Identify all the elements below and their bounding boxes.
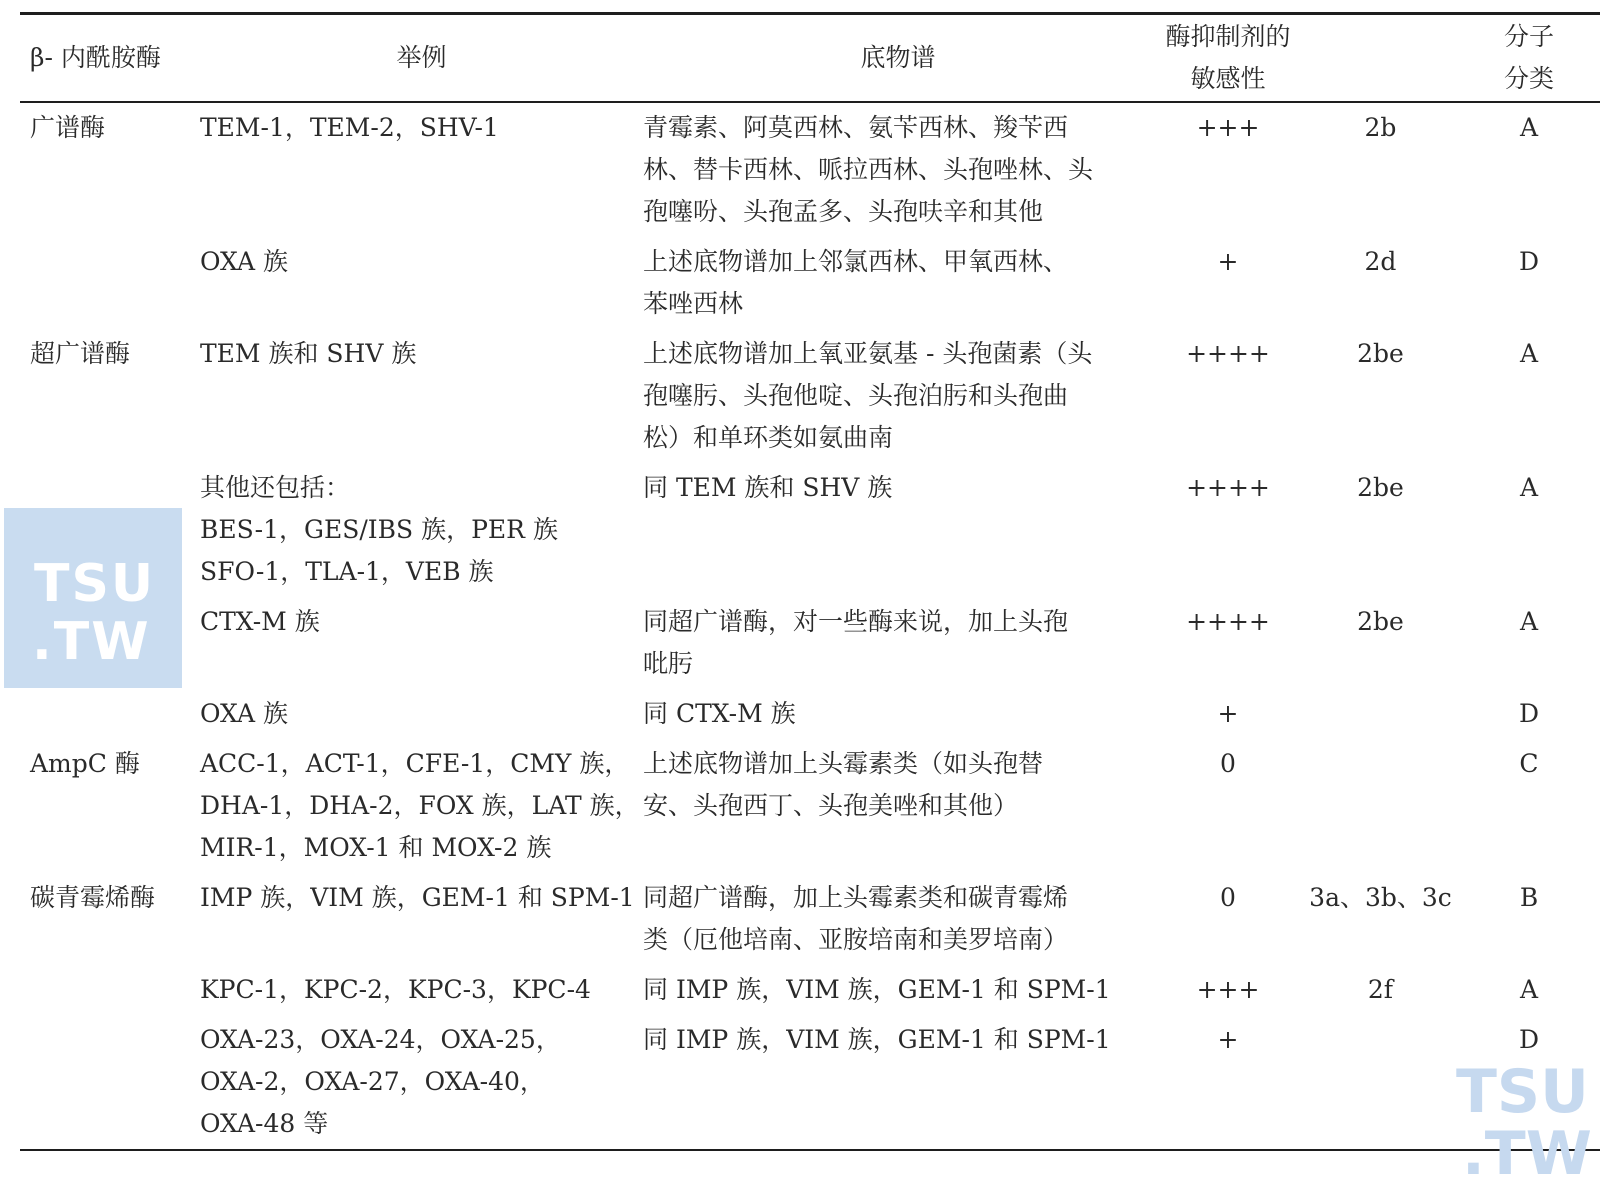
cell-enzyme — [20, 965, 200, 1015]
cell-enzyme — [20, 873, 200, 965]
cell-molecular — [1458, 873, 1600, 965]
cell-examples — [200, 739, 643, 873]
cell-functional — [1303, 237, 1458, 329]
cell-enzyme — [20, 329, 200, 463]
cell-text-line: AmpC 酶 — [30, 749, 140, 778]
cell-text-line: TEM-1，TEM-2，SHV-1 — [200, 113, 499, 142]
cell-text-line: OXA-23，OXA-24，OXA-25， — [200, 1025, 561, 1054]
cell-substrate — [643, 1015, 1153, 1150]
cell-molecular — [1458, 965, 1600, 1015]
cell-text-line: +++ — [1196, 975, 1260, 1004]
cell-text-line: 苯唑西林 — [643, 289, 744, 318]
cell-substrate — [643, 597, 1153, 689]
cell-substrate — [643, 329, 1153, 463]
cell-text-line: BES-1，GES/IBS 族，PER 族 — [200, 515, 558, 544]
cell-text-line: 2be — [1357, 607, 1404, 636]
cell-sensitivity — [1153, 689, 1303, 739]
cell-sensitivity — [1153, 102, 1303, 237]
cell-text-line: 0 — [1220, 883, 1236, 912]
cell-sensitivity — [1153, 237, 1303, 329]
table-row — [20, 463, 1600, 597]
cell-text-line: 青霉素、阿莫西林、氨苄西林、羧苄西 — [643, 113, 1069, 142]
table-row — [20, 1015, 1600, 1150]
cell-sensitivity — [1153, 463, 1303, 597]
watermark-right-line2: .TW — [1462, 1119, 1592, 1189]
beta-lactamase-table — [20, 12, 1600, 1151]
cell-enzyme — [20, 102, 200, 237]
cell-text-line: C — [1519, 749, 1539, 778]
cell-functional — [1303, 102, 1458, 237]
watermark-left — [4, 508, 182, 688]
cell-functional — [1303, 1015, 1458, 1150]
cell-substrate — [643, 873, 1153, 965]
cell-functional — [1303, 597, 1458, 689]
cell-text-line: OXA 族 — [200, 247, 288, 276]
cell-text-line: DHA-1，DHA-2，FOX 族，LAT 族， — [200, 791, 640, 820]
cell-text-line: 0 — [1220, 749, 1236, 778]
cell-text-line: 其他还包括： — [200, 473, 351, 502]
cell-text-line: + — [1217, 247, 1239, 276]
header-sensitivity: 酶抑制剂的 敏感性 — [1165, 22, 1291, 93]
cell-molecular — [1458, 329, 1600, 463]
cell-text-line: 上述底物谱加上头霉素类（如头孢替 — [643, 749, 1044, 778]
cell-examples — [200, 237, 643, 329]
cell-text-line: A — [1519, 113, 1539, 142]
cell-text-line: A — [1519, 339, 1539, 368]
cell-text-line: 同 CTX-M 族 — [643, 699, 796, 728]
cell-substrate — [643, 689, 1153, 739]
watermark-left-line1: TSU — [34, 554, 156, 614]
cell-text-line: ++++ — [1186, 339, 1270, 368]
cell-sensitivity — [1153, 739, 1303, 873]
cell-examples — [200, 689, 643, 739]
cell-text-line: 2be — [1357, 339, 1404, 368]
cell-enzyme — [20, 237, 200, 329]
cell-molecular — [1458, 597, 1600, 689]
table-row — [20, 102, 1600, 237]
cell-text-line: TEM 族和 SHV 族 — [200, 339, 417, 368]
cell-text-line: A — [1519, 975, 1539, 1004]
cell-text-line: 2b — [1364, 113, 1397, 142]
header-functional — [1303, 14, 1458, 103]
cell-sensitivity — [1153, 329, 1303, 463]
cell-functional — [1303, 463, 1458, 597]
cell-text-line: 同超广谱酶，对一些酶来说，加上头孢 — [643, 607, 1069, 636]
cell-text-line: D — [1518, 699, 1540, 728]
cell-text-line: KPC-1，KPC-2，KPC-3，KPC-4 — [200, 975, 591, 1004]
table-row — [20, 597, 1600, 689]
cell-substrate — [643, 965, 1153, 1015]
cell-text-line: SFO-1，TLA-1，VEB 族 — [200, 557, 494, 586]
cell-substrate — [643, 739, 1153, 873]
cell-text-line: 孢噻吩、头孢孟多、头孢呋辛和其他 — [643, 197, 1044, 226]
table-header-row — [20, 14, 1600, 103]
cell-text-line: 安、头孢西丁、头孢美唑和其他） — [643, 791, 1019, 820]
cell-text-line: 松）和单环类如氨曲南 — [643, 423, 894, 452]
cell-text-line: B — [1519, 883, 1539, 912]
cell-text-line: A — [1519, 607, 1539, 636]
cell-sensitivity — [1153, 597, 1303, 689]
cell-text-line: 2d — [1364, 247, 1397, 276]
cell-text-line: 同 TEM 族和 SHV 族 — [643, 473, 893, 502]
table-row — [20, 237, 1600, 329]
cell-examples — [200, 102, 643, 237]
cell-molecular — [1458, 463, 1600, 597]
cell-functional — [1303, 689, 1458, 739]
header-molecular: 分子 分类 — [1503, 22, 1554, 93]
watermark-left-line2: .TW — [32, 612, 151, 672]
cell-text-line: 林、替卡西林、哌拉西林、头孢唑林、头 — [643, 155, 1094, 184]
cell-text-line: 上述底物谱加上邻氯西林、甲氧西林、 — [643, 247, 1069, 276]
cell-enzyme — [20, 739, 200, 873]
cell-examples — [200, 463, 643, 597]
cell-text-line: OXA-48 等 — [200, 1109, 329, 1138]
cell-text-line: +++ — [1196, 113, 1260, 142]
cell-text-line: ++++ — [1186, 473, 1270, 502]
cell-enzyme — [20, 689, 200, 739]
cell-text-line: + — [1217, 1025, 1239, 1054]
cell-text-line: IMP 族，VIM 族，GEM-1 和 SPM-1 — [200, 883, 635, 912]
table-row — [20, 873, 1600, 965]
cell-text-line: OXA-2，OXA-27，OXA-40， — [200, 1067, 545, 1096]
cell-examples — [200, 329, 643, 463]
cell-sensitivity — [1153, 1015, 1303, 1150]
cell-text-line: 吡肟 — [643, 649, 694, 678]
cell-text-line: 类（厄他培南、亚胺培南和美罗培南） — [643, 925, 1069, 954]
cell-text-line: 同超广谱酶，加上头霉素类和碳青霉烯 — [643, 883, 1069, 912]
header-enzyme: β- 内酰胺酶 — [30, 43, 161, 72]
cell-molecular — [1458, 237, 1600, 329]
cell-text-line: 碳青霉烯酶 — [30, 883, 156, 912]
watermark-right-line1: TSU — [1456, 1057, 1589, 1127]
cell-examples — [200, 965, 643, 1015]
cell-functional — [1303, 739, 1458, 873]
cell-text-line: ++++ — [1186, 607, 1270, 636]
cell-functional — [1303, 965, 1458, 1015]
cell-text-line: MIR-1，MOX-1 和 MOX-2 族 — [200, 833, 552, 862]
cell-molecular — [1458, 739, 1600, 873]
cell-text-line: D — [1518, 247, 1540, 276]
cell-examples — [200, 873, 643, 965]
cell-text-line: + — [1217, 699, 1239, 728]
cell-text-line: A — [1519, 473, 1539, 502]
table-row — [20, 965, 1600, 1015]
table-row — [20, 329, 1600, 463]
cell-text-line: 3a、3b、3c — [1309, 883, 1452, 912]
cell-examples — [200, 1015, 643, 1150]
cell-text-line: 同 IMP 族，VIM 族，GEM-1 和 SPM-1 — [643, 975, 1111, 1004]
cell-molecular — [1458, 102, 1600, 237]
cell-sensitivity — [1153, 965, 1303, 1015]
table-row — [20, 739, 1600, 873]
cell-molecular — [1458, 689, 1600, 739]
header-examples: 举例 — [396, 43, 447, 72]
cell-substrate — [643, 237, 1153, 329]
cell-text-line: 广谱酶 — [30, 113, 106, 142]
cell-text-line: 上述底物谱加上氧亚氨基 - 头孢菌素（头 — [643, 339, 1093, 368]
cell-functional — [1303, 329, 1458, 463]
header-substrate: 底物谱 — [860, 43, 936, 72]
cell-text-line: D — [1518, 1025, 1540, 1054]
table-body — [20, 102, 1600, 1150]
cell-substrate — [643, 102, 1153, 237]
table-row — [20, 689, 1600, 739]
cell-functional — [1303, 873, 1458, 965]
cell-examples — [200, 597, 643, 689]
cell-sensitivity — [1153, 873, 1303, 965]
cell-substrate — [643, 463, 1153, 597]
cell-text-line: 超广谱酶 — [30, 339, 131, 368]
cell-text-line: OXA 族 — [200, 699, 288, 728]
cell-text-line: CTX-M 族 — [200, 607, 320, 636]
cell-enzyme — [20, 1015, 200, 1150]
cell-text-line: 同 IMP 族，VIM 族，GEM-1 和 SPM-1 — [643, 1025, 1111, 1054]
cell-text-line: 孢噻肟、头孢他啶、头孢泊肟和头孢曲 — [643, 381, 1069, 410]
cell-text-line: 2be — [1357, 473, 1404, 502]
cell-text-line: 2f — [1367, 975, 1394, 1004]
cell-text-line: ACC-1，ACT-1，CFE-1，CMY 族， — [200, 749, 630, 778]
